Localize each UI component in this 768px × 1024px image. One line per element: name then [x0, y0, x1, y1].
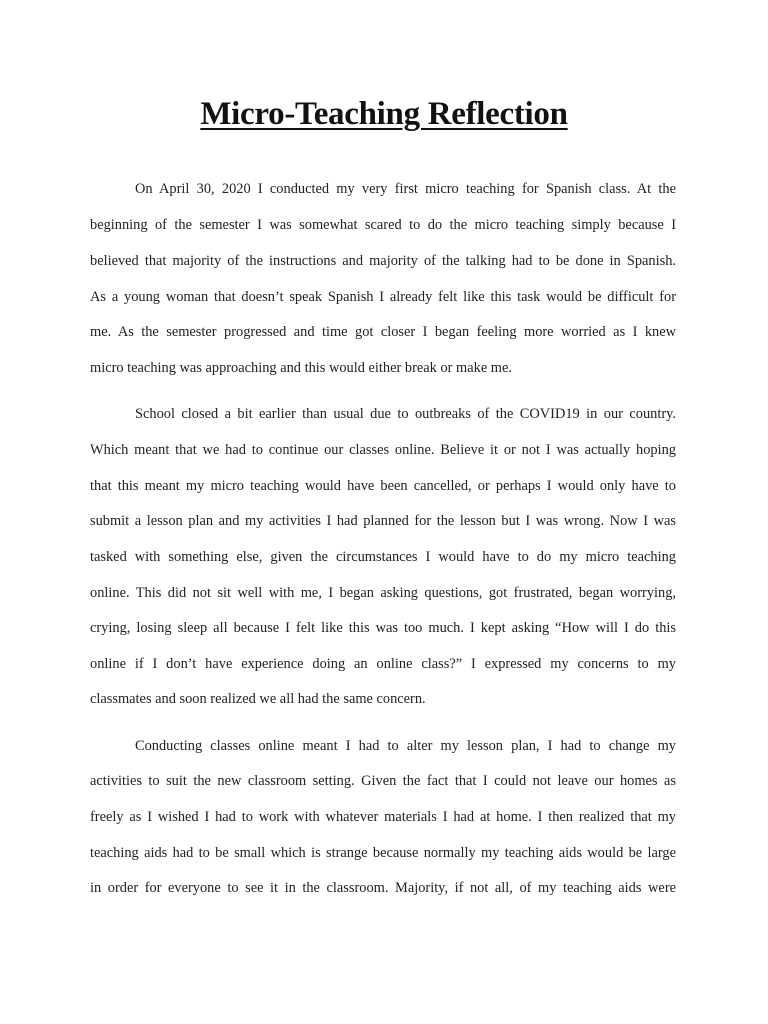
paragraph-line: On April 30, 2020 I conducted my very first micro teaching for Spanish class. At the	[135, 181, 676, 197]
paragraph-line: in order for everyone to see it in the classroom. Majority, if not all, of my teaching aids were	[90, 880, 676, 896]
paragraph-line: beginning of the semester I was somewhat scared to do the micro teaching simply because I	[90, 217, 676, 233]
paragraph-line: School closed a bit earlier than usual due to outbreaks of the COVID19 in our country.	[135, 406, 676, 422]
paragraph-line: submit a lesson plan and my activities I had planned for the lesson but I was wrong. Now I was	[90, 513, 676, 529]
paragraph-line: believed that majority of the instructions and majority of the talking had to be done in Spanish.	[90, 253, 676, 269]
paragraph-line: me. As the semester progressed and time got closer I began feeling more worried as I knew	[90, 324, 676, 340]
paragraph-line: teaching aids had to be small which is strange because normally my teaching aids would be large	[90, 845, 676, 861]
document-title: Micro-Teaching Reflection	[200, 96, 568, 132]
paragraph-line: online. This did not sit well with me, I began asking questions, got frustrated, began worrying,	[90, 585, 676, 601]
paragraph-line: online if I don’t have experience doing an online class?” I expressed my concerns to my	[90, 656, 676, 672]
paragraph-line: Which meant that we had to continue our classes online. Believe it or not I was actually hoping	[90, 442, 676, 458]
paragraph-line: classmates and soon realized we all had the same concern.	[90, 691, 426, 707]
paragraph-line: As a young woman that doesn’t speak Spanish I already felt like this task would be difficult for	[90, 289, 676, 305]
paragraph-line: Conducting classes online meant I had to alter my lesson plan, I had to change my	[135, 738, 676, 754]
paragraph-line: crying, losing sleep all because I felt like this was too much. I kept asking “How will I do this	[90, 620, 676, 636]
paragraph-line: freely as I wished I had to work with whatever materials I had at home. I then realized that my	[90, 809, 676, 825]
paragraph-line: tasked with something else, given the circumstances I would have to do my micro teaching	[90, 549, 676, 565]
paragraph-line: micro teaching was approaching and this would either break or make me.	[90, 360, 512, 376]
paragraph-line: activities to suit the new classroom setting. Given the fact that I could not leave our homes as	[90, 773, 676, 789]
paragraph-line: that this meant my micro teaching would have been cancelled, or perhaps I would only have to	[90, 478, 676, 494]
